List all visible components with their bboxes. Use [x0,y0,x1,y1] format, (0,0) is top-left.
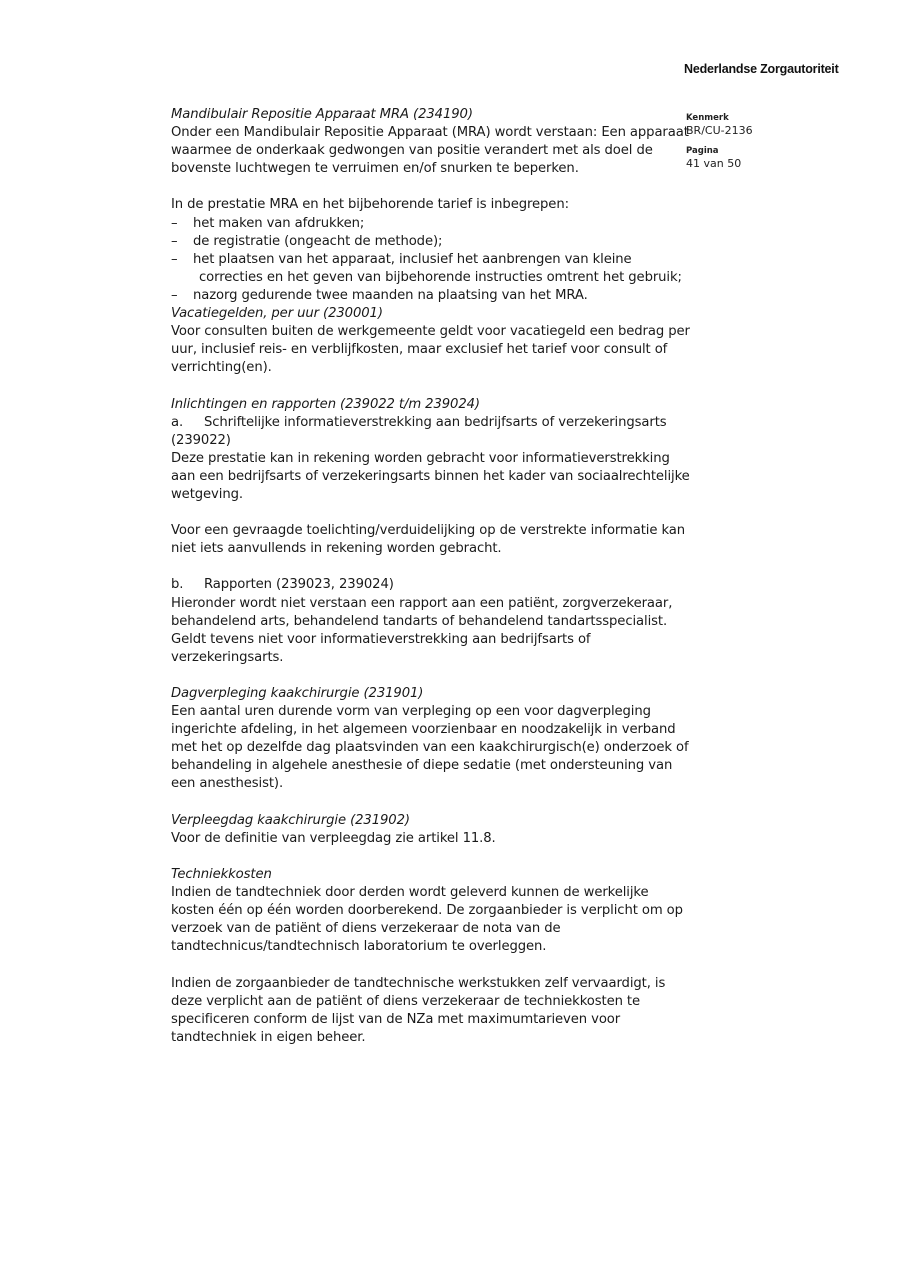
list-item [171,215,691,233]
list-item [171,233,691,251]
pagina-value: 41 van 50 [686,157,742,170]
subsection-b-heading [171,576,691,594]
paragraph: Onder een Mandibulair Repositie Apparaat (MRA) wordt verstaan: Een apparaat waarmee de onderkaak gedwongen van positie verandert met als doel de bovenste luchtwegen te verruimen en/of snurken te beperken. [171,125,689,177]
section-techniekkosten [171,866,691,1047]
section-heading: Dagverpleging kaakchirurgie (231901) [171,686,424,701]
subsection-a-heading [171,414,691,450]
subsection-marker: a. [171,414,184,430]
document-body [171,106,691,1047]
list-item-continuation: correcties en het geven van bijbehorende instructies omtrent het gebruik; [199,269,682,285]
subsection-title: Schriftelijke informatieverstrekking aan bedrijfsarts of verzekeringsarts (239022) [171,414,667,448]
section-heading: Verpleegdag kaakchirurgie (231902) [171,812,410,828]
subsection-title: Rapporten (239023, 239024) [204,577,394,593]
kenmerk-value: BR/CU-2136 [686,124,753,137]
section-heading: Mandibulair Repositie Apparaat MRA (234190) [171,107,473,122]
section-heading: Inlichtingen en rapporten (239022 t/m 239024) [171,396,480,412]
paragraph: Voor consulten buiten de werkgemeente geldt voor vacatiegeld een bedrag per uur, inclusief reis- en verblijfkosten, maar exclusief het tarief voor consult of verrichting(en). [171,324,690,376]
organization-name: Nederlandse Zorgautoriteit [684,62,839,76]
paragraph: Indien de zorgaanbieder de tandtechnische werkstukken zelf vervaardigt, is deze verplicht aan de patiënt of diens verzekeraar de techniekkosten te specificeren conform de lijst van de NZa met maximumtarieven voor tandtechniek in eigen beheer. [171,975,666,1045]
list-item [171,251,691,287]
subsection-marker: b. [171,577,184,593]
paragraph: Een aantal uren durende vorm van verpleging op een voor dagverpleging ingerichte afdeling, in het algemeen voorzienbaar en noodzakelijk in verband met het op dezelfde dag plaatsvinden van een kaakchirurgisch(e) onderzoek of behandeling in algehele anesthesie of diepe sedatie (met ondersteuning van een anesthesist). [171,704,689,792]
pagina-label: Pagina [686,146,719,156]
list-item-text: de registratie (ongeacht de methode); [193,233,443,249]
dash-bullet: – [171,287,178,303]
dash-bullet: – [171,233,178,249]
section-inlichtingen [171,396,691,667]
list-item-text: het plaatsen van het apparaat, inclusief het aanbrengen van kleine [193,251,632,267]
list-item [171,287,691,305]
list-item-text: nazorg gedurende twee maanden na plaatsing van het MRA. [193,287,588,303]
section-mra [171,106,691,305]
paragraph: In de prestatie MRA en het bijbehorende tarief is inbegrepen: [171,197,569,213]
section-vacatiegelden [171,305,691,377]
section-dagverpleging [171,685,691,794]
paragraph: Voor een gevraagde toelichting/verduidelijking op de verstrekte informatie kan niet iets aanvullends in rekening worden gebracht. [171,523,686,557]
dash-bullet: – [171,251,178,267]
paragraph: Voor de definitie van verpleegdag zie artikel 11.8. [171,830,496,846]
section-heading: Techniekkosten [171,866,272,882]
document-meta [686,113,753,179]
paragraph: Deze prestatie kan in rekening worden gebracht voor informatieverstrekking aan een bedrijfsarts of verzekeringsarts binnen het kader van sociaalrechtelijke wetgeving. [171,450,690,502]
dash-bullet: – [171,215,178,231]
paragraph: Hieronder wordt niet verstaan een rapport aan een patiënt, zorgverzekeraar, behandelend arts, behandelend tandarts of behandelend tandartsspecialist. Geldt tevens niet voor informatieverstrekking aan bedrijfsarts of verzekeringsarts. [171,595,673,665]
list-item-text: het maken van afdrukken; [193,215,365,231]
kenmerk-label: Kenmerk [686,113,729,123]
paragraph: Indien de tandtechniek door derden wordt geleverd kunnen de werkelijke kosten één op één worden doorberekend. De zorgaanbieder is verplicht om op verzoek van de patiënt of diens verzekeraar de nota van de tandtechnicus/tandtechnisch laboratorium te overleggen. [171,885,683,955]
section-verpleegdag [171,812,691,848]
section-heading: Vacatiegelden, per uur (230001) [171,306,383,322]
